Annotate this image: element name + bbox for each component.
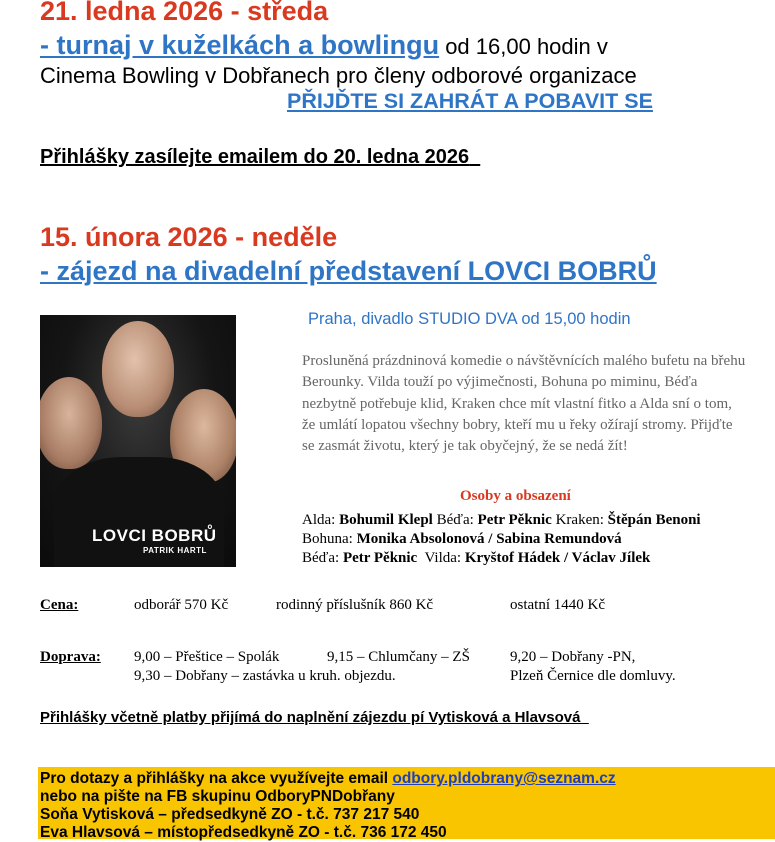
event1-title-line — [40, 30, 608, 61]
transport-stop-5: Plzeň Černice dle domluvy. — [510, 668, 676, 684]
contact-line-4: Eva Hlavsová – místopředsedkyně ZO - t.č. 736 172 450 — [40, 824, 447, 841]
transport-stop-4: 9,30 – Dobřany – zastávka u kruh. objezdu. — [134, 668, 396, 684]
event1-time: od 16,00 hodin v — [439, 34, 608, 59]
registration-note: Přihlášky včetně platby přijímá do naplnění zájezdu pí Vytisková a Hlavsová — [40, 709, 581, 726]
contact-box — [38, 767, 775, 839]
show-description: Prosluněná prázdninová komedie o návštěvnících malého bufetu na břehu Berounky. Vilda touží po výjimečnosti, Bohuna po miminu, Béďa nezbytně potřebuje klid, Kraken chce mít vlastní fitko a Alda sní o tom, že umlátí lopatou všechny bobry, kteří mu u řeky ožírají stromy. Přijďte se zasmát životu, který je tak obyčejný, že se nedá žít! — [302, 353, 746, 455]
event2-date: 15. února 2026 - neděle — [40, 222, 338, 252]
contact-line-2: nebo na pište na FB skupinu OdboryPNDobřany — [40, 788, 395, 805]
poster-face-left — [40, 377, 102, 469]
poster-author: PATRIK HARTL — [143, 546, 207, 555]
price-other: ostatní 1440 Kč — [510, 597, 605, 613]
cast-line-2: Bohuna: Monika Absolonová / Sabina Remundová — [302, 531, 622, 547]
poster-title: LOVCI BOBRŮ — [92, 526, 217, 545]
contact-email-link[interactable]: odbory.pldobrany@seznam.cz — [392, 770, 616, 787]
event1-date: 21. ledna 2026 - středa — [40, 0, 329, 26]
cast-heading: Osoby a obsazení — [460, 488, 571, 504]
transport-stop-1: 9,00 – Přeštice – Spolák — [134, 649, 280, 665]
show-poster — [40, 315, 236, 567]
poster-face-center — [102, 321, 174, 417]
transport-label: Doprava: — [40, 649, 101, 665]
event1-title-link[interactable]: - turnaj v kuželkách a bowlingu — [40, 30, 440, 60]
transport-stop-3: 9,20 – Dobřany -PN, — [510, 649, 636, 665]
cast-line-1: Alda: Bohumil Klepl Béďa: Petr Pěknic Kraken: Štěpán Benoni — [302, 512, 701, 528]
event1-deadline: Přihlášky zasílejte emailem do 20. ledna 2026 — [40, 146, 470, 168]
event1-location: Cinema Bowling v Dobřanech pro členy odborové organizace — [40, 63, 637, 88]
price-member: odborář 570 Kč — [134, 597, 229, 613]
cast-line-3: Béďa: Petr Pěknic Vilda: Kryštof Hádek / Václav Jílek — [302, 550, 651, 566]
contact-line-3: Soňa Vytisková – předsedkyně ZO - t.č. 737 217 540 — [40, 806, 420, 823]
event2-venue: Praha, divadlo STUDIO DVA od 15,00 hodin — [308, 310, 631, 328]
event1-slogan[interactable]: PŘIJĎTE SI ZAHRÁT A POBAVIT SE — [287, 89, 653, 113]
price-family: rodinný příslušník 860 Kč — [276, 597, 434, 613]
contact-line-1: Pro dotazy a přihlášky na akce využívejte email odbory.pldobrany@seznam.cz — [40, 770, 616, 787]
price-label: Cena: — [40, 597, 79, 613]
transport-stop-2: 9,15 – Chlumčany – ZŠ — [327, 649, 470, 665]
event2-title-link[interactable]: - zájezd na divadelní představení LOVCI BOBRŮ — [40, 256, 657, 286]
